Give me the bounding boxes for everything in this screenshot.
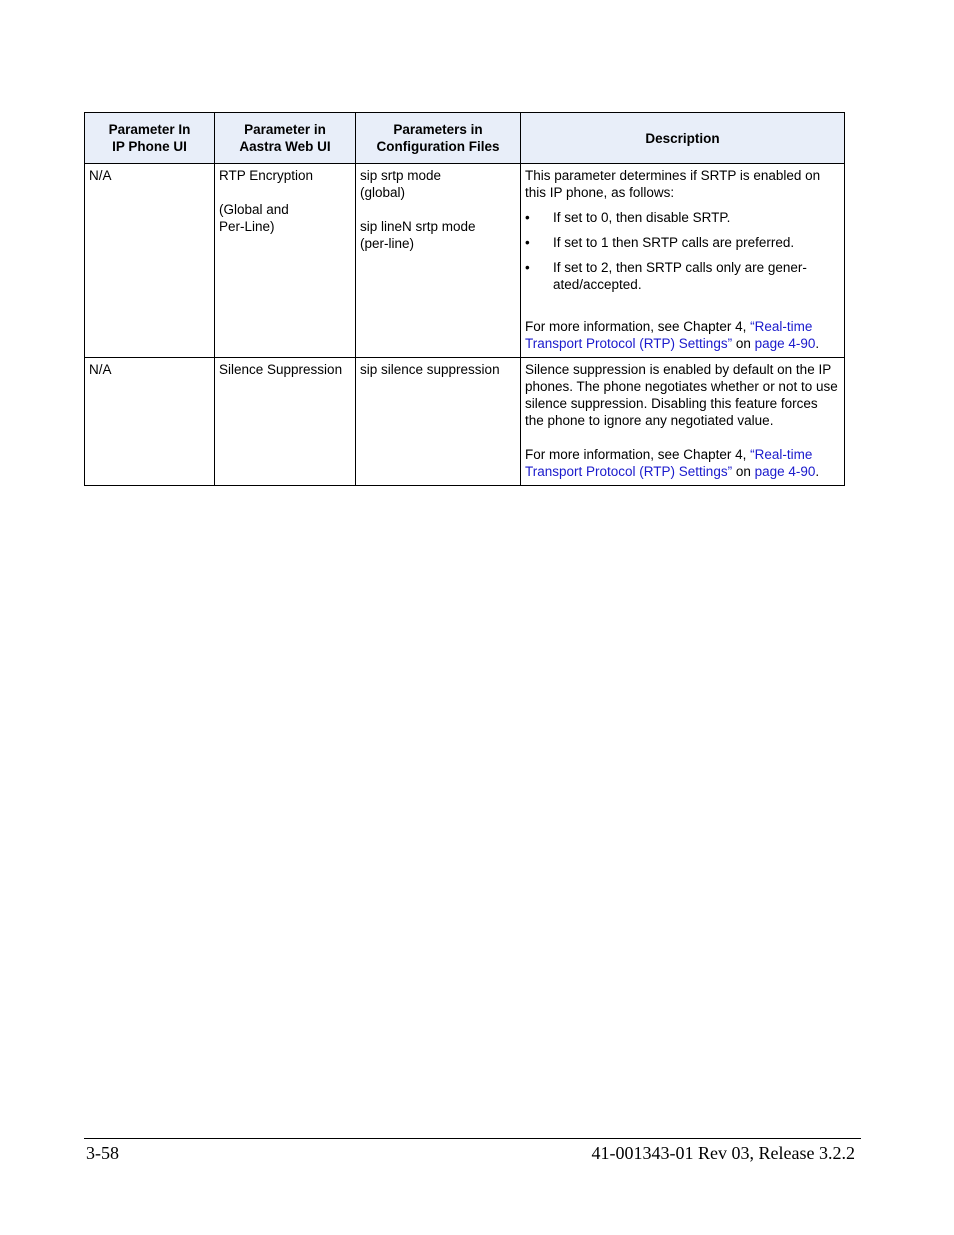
header-text: Aastra Web UI	[239, 139, 331, 154]
header-description	[521, 113, 845, 164]
more-info	[525, 446, 840, 480]
cell-config	[356, 358, 521, 486]
cell-web-ui	[215, 358, 356, 486]
cell-text: Per-Line)	[219, 219, 275, 234]
parameters-table	[84, 112, 845, 486]
bullet-icon: •	[525, 235, 530, 250]
bullet-icon: •	[525, 260, 530, 275]
bullet-icon: •	[525, 210, 530, 225]
rtp-settings-link[interactable]: “Real-time Transport Protocol (RTP) Settings”	[525, 319, 813, 351]
header-text: Parameter in	[244, 122, 326, 137]
page-number: 3-58	[86, 1143, 119, 1163]
header-web-ui	[215, 113, 356, 164]
list-item	[525, 259, 840, 293]
rtp-settings-link[interactable]: “Real-time Transport Protocol (RTP) Settings”	[525, 447, 813, 479]
footer-divider	[84, 1138, 861, 1139]
cell-phone-ui	[85, 358, 215, 486]
cell-text: (per-line)	[360, 236, 415, 251]
more-info-text: For more information, see Chapter 4,	[525, 447, 751, 462]
cell-text: (global)	[360, 185, 406, 200]
header-config-files	[356, 113, 521, 164]
bullet-list	[525, 209, 840, 293]
more-info-text: .	[815, 464, 820, 479]
table-row	[85, 164, 845, 358]
cell-text: N/A	[89, 168, 112, 183]
cell-text: RTP Encryption	[219, 168, 314, 183]
description-intro: Silence suppression is enabled by default on the IP phones. The phone negotiates whether or not to use silence suppression. Disabling this feature forces the phone to ignore any negotiated value.	[525, 362, 838, 428]
cell-text: N/A	[89, 362, 112, 377]
more-info-text: For more information, see Chapter 4,	[525, 319, 751, 334]
cell-config	[356, 164, 521, 358]
header-text: Configuration Files	[376, 139, 500, 154]
cell-web-ui	[215, 164, 356, 358]
cell-text: Silence Suppression	[219, 362, 343, 377]
table-header-row	[85, 113, 845, 164]
cell-text: sip silence suppression	[360, 362, 500, 377]
list-item	[525, 209, 840, 226]
page-ref-link[interactable]: page 4-90	[754, 336, 816, 351]
header-text: Parameters in	[393, 122, 483, 137]
cell-text: (Global and	[219, 202, 289, 217]
page-ref-link[interactable]: page 4-90	[754, 464, 816, 479]
list-item-text: If set to 1 then SRTP calls are preferred.	[553, 235, 795, 250]
header-text: Parameter In	[108, 122, 191, 137]
more-info-text: on	[732, 464, 755, 479]
cell-description	[521, 358, 845, 486]
cell-phone-ui	[85, 164, 215, 358]
description-intro: This parameter determines if SRTP is enabled on this IP phone, as follows:	[525, 168, 821, 200]
header-ip-phone-ui	[85, 113, 215, 164]
document-id: 41-001343-01 Rev 03, Release 3.2.2	[591, 1143, 855, 1163]
cell-text: sip lineN srtp mode	[360, 219, 476, 234]
cell-text: sip srtp mode	[360, 168, 442, 183]
more-info	[525, 318, 840, 352]
list-item	[525, 234, 840, 251]
table-row	[85, 358, 845, 486]
list-item-text: If set to 2, then SRTP calls only are gener- ated/accepted.	[553, 260, 807, 292]
list-item-text: If set to 0, then disable SRTP.	[553, 210, 731, 225]
more-info-text: on	[732, 336, 755, 351]
more-info-text: .	[815, 336, 820, 351]
header-text: Description	[645, 130, 720, 146]
cell-description	[521, 164, 845, 358]
header-text: IP Phone UI	[112, 139, 187, 154]
